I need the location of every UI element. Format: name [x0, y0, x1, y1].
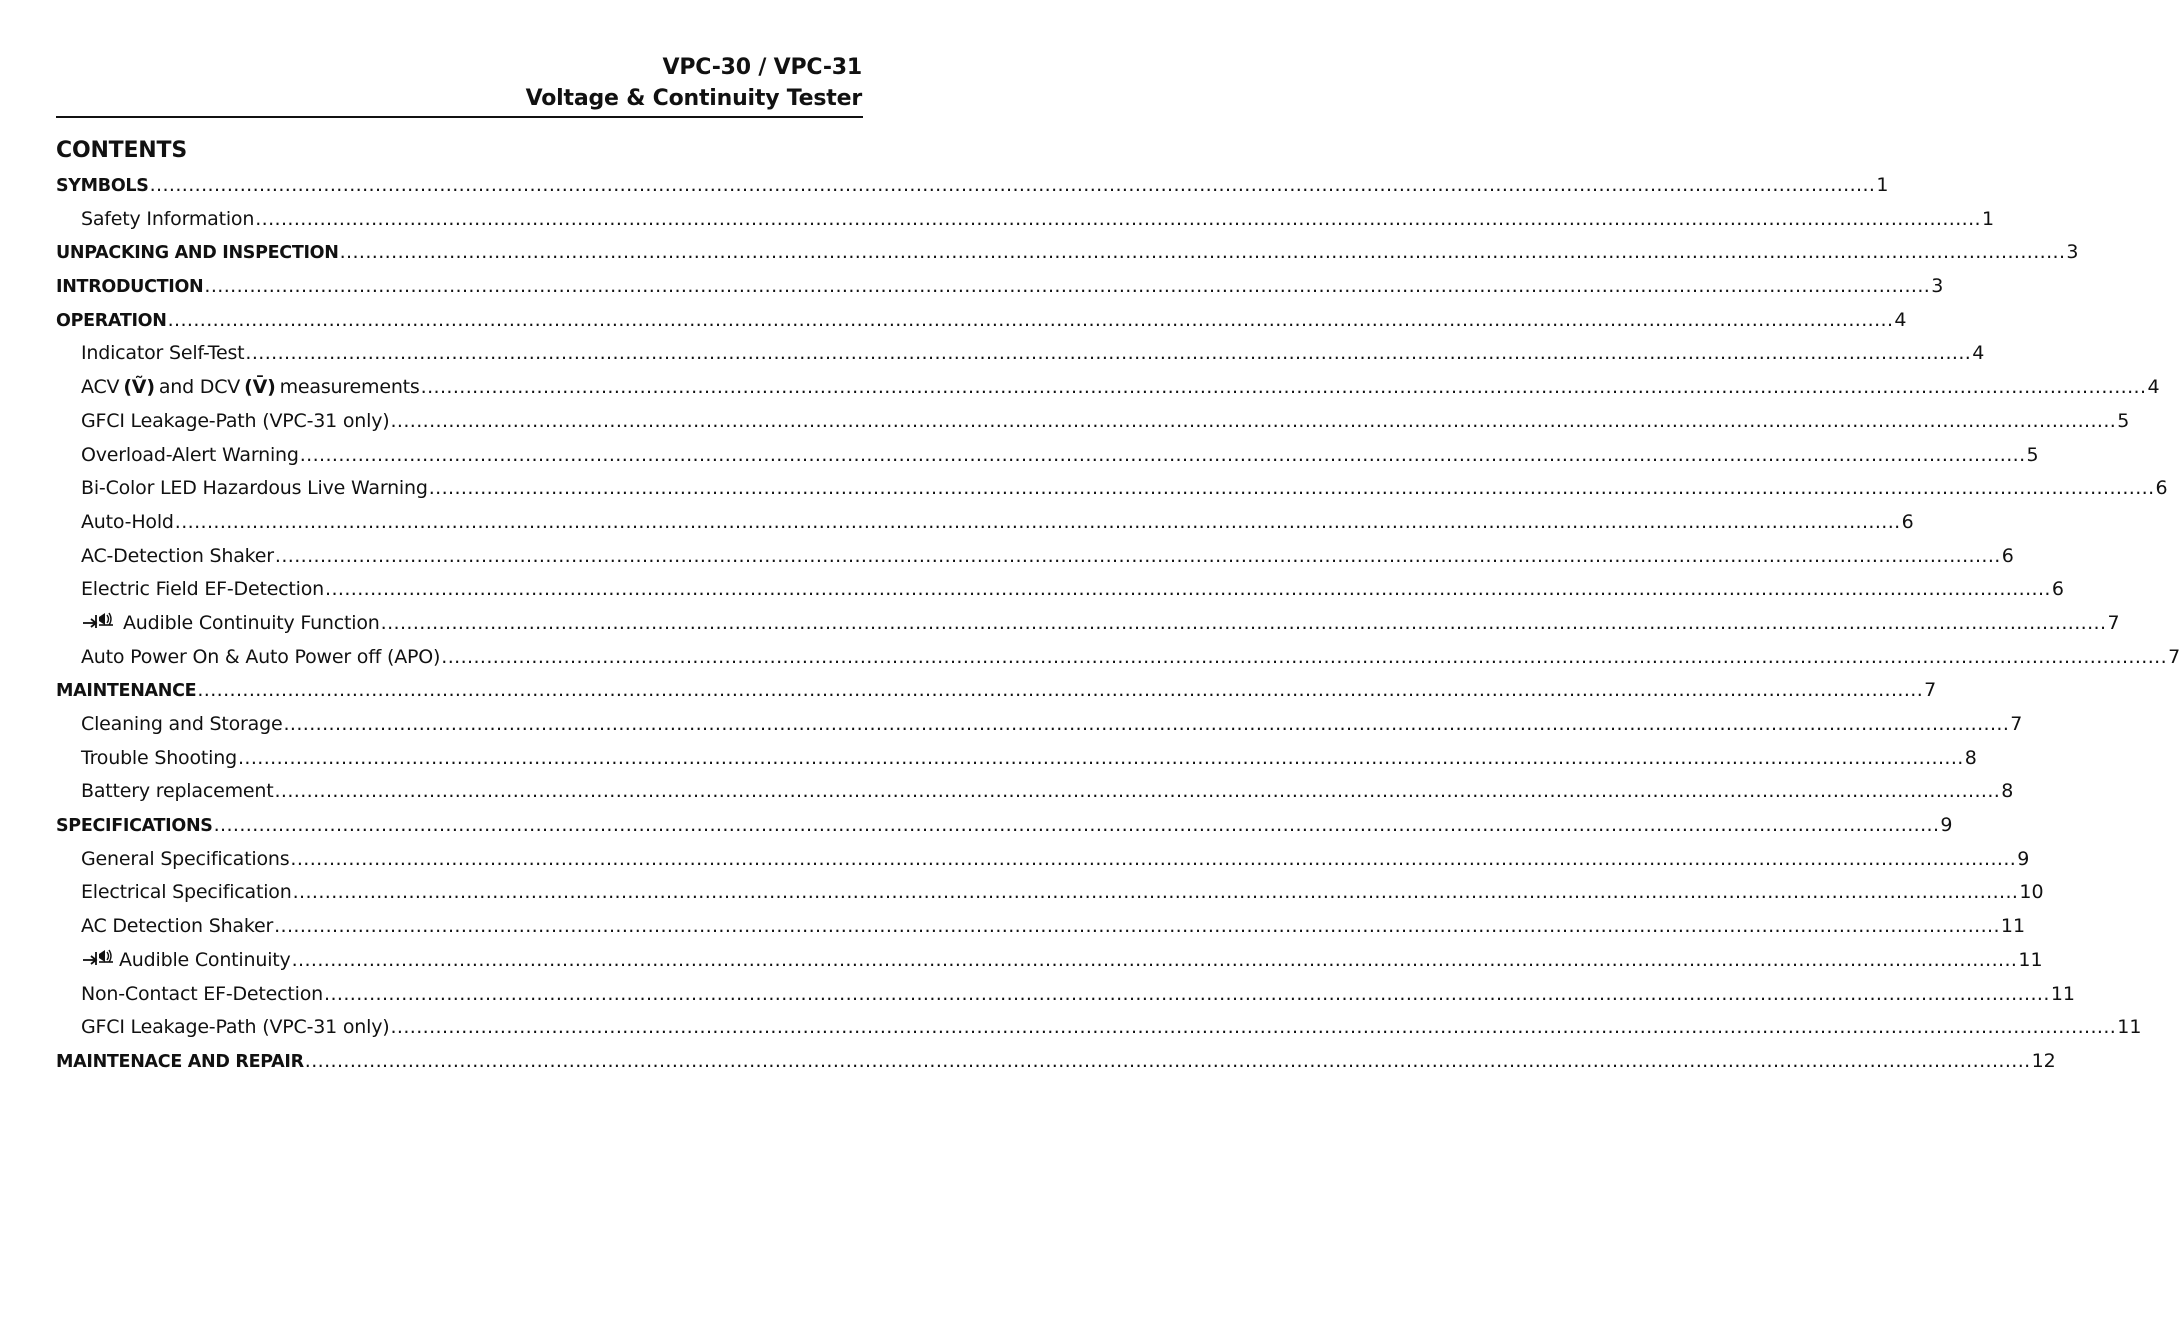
- dot-leader: ............................................................................................................................................................................................................................................................................: [245, 342, 1972, 365]
- toc-entry-label: Battery replacement: [81, 780, 274, 803]
- toc-page-number: 7: [2168, 645, 2180, 668]
- toc-entry-label: Non-Contact EF-Detection: [81, 982, 323, 1005]
- toc-page-number: 3: [1931, 275, 1944, 298]
- dot-leader: ............................................................................................................................................................................................................................................................................: [274, 915, 2000, 938]
- toc-entry-label: Trouble Shooting: [81, 746, 237, 769]
- toc-page-number: 4: [1894, 308, 1907, 331]
- toc-entry-cleaning-and-storage[interactable]: [56, 708, 2023, 742]
- dcv-label: and DCV: [158, 376, 241, 399]
- toc-page-number: 1: [1876, 174, 1889, 196]
- model-title: VPC-30 / VPC-31: [662, 55, 862, 80]
- toc-entry-introduction[interactable]: [56, 270, 1944, 304]
- toc-entry-trouble-shooting[interactable]: [56, 742, 1977, 776]
- toc-entry-unpacking-and-inspection[interactable]: [56, 236, 2079, 270]
- toc-entry-label: [81, 371, 420, 405]
- toc-entry-general-specifications[interactable]: [56, 843, 2030, 877]
- toc-entry-specifications[interactable]: [56, 809, 1953, 843]
- audible-continuity-label: Audible Continuity: [119, 948, 291, 971]
- toc-page-number: 11: [2000, 915, 2026, 938]
- dot-leader: ............................................................................................................................................................................................................................................................................: [274, 544, 2001, 567]
- toc-entry-acv-dcv-measurements[interactable]: [56, 371, 2160, 405]
- toc-entry-audible-continuity[interactable]: [56, 944, 2043, 978]
- toc-page-number: 3: [2066, 241, 2079, 264]
- toc-page-number: 5: [2117, 409, 2130, 432]
- dot-leader: ............................................................................................................................................................................................................................................................................: [213, 814, 1940, 837]
- toc-entry-operation[interactable]: [56, 304, 1907, 338]
- audible-continuity-function-label: Audible Continuity Function: [123, 611, 380, 634]
- toc-entry-safety-information[interactable]: [56, 203, 1995, 237]
- toc-page-number: 6: [2051, 578, 2064, 601]
- toc-page-number: 7: [1924, 679, 1937, 702]
- dot-leader: ............................................................................................................................................................................................................................................................................: [291, 948, 2018, 971]
- toc-entry-label: [81, 607, 380, 641]
- dot-leader: ............................................................................................................................................................................................................................................................................: [380, 611, 2107, 634]
- toc-entry-maintenace-and-repair[interactable]: [56, 1045, 2056, 1079]
- toc-page-number: 9: [1940, 814, 1953, 837]
- toc-entry-label: GFCI Leakage-Path (VPC-31 only): [81, 1016, 390, 1039]
- toc-entry-ac-detection-shaker-spec[interactable]: [56, 910, 2026, 944]
- dot-leader: ............................................................................................................................................................................................................................................................................: [299, 443, 2026, 466]
- toc-entry-overload-alert-warning[interactable]: [56, 439, 2039, 473]
- contents-heading: CONTENTS: [56, 138, 187, 163]
- toc-entry-electrical-specification[interactable]: [56, 876, 2044, 910]
- toc-page-number: 7: [2107, 611, 2120, 634]
- toc-entry-label: AC-Detection Shaker: [81, 544, 274, 567]
- dot-leader: ............................................................................................................................................................................................................................................................................: [290, 847, 2017, 870]
- toc-page-number: 1: [1982, 207, 1995, 230]
- acv-label: ACV: [81, 376, 120, 399]
- dot-leader: ............................................................................................................................................................................................................................................................................: [149, 174, 1876, 196]
- header-divider: [56, 116, 863, 118]
- toc-page-number: 5: [2026, 443, 2039, 466]
- product-title: Voltage & Continuity Tester: [525, 86, 862, 111]
- toc-entry-indicator-self-test[interactable]: [56, 337, 1985, 371]
- measurements-label: measurements: [279, 376, 420, 399]
- dot-leader: ............................................................................................................................................................................................................................................................................: [274, 780, 2001, 803]
- toc-entry-label: MAINTENACE AND REPAIR: [56, 1051, 304, 1072]
- toc-entry-label: Indicator Self-Test: [81, 342, 245, 365]
- document-header: [56, 52, 862, 114]
- dot-leader: ............................................................................................................................................................................................................................................................................: [390, 1016, 2117, 1039]
- toc-entry-gfci-leakage-path[interactable]: [56, 405, 2130, 439]
- toc-page-number: 4: [2147, 376, 2160, 399]
- toc-entry-label: General Specifications: [81, 847, 290, 870]
- continuity-icon: [81, 948, 115, 966]
- dc-voltage-symbol: (V̄): [244, 376, 276, 399]
- toc-page-number: 8: [2001, 780, 2014, 803]
- toc-entry-label: Electrical Specification: [81, 881, 292, 904]
- toc-entry-gfci-leakage-path-spec[interactable]: [56, 1011, 2142, 1045]
- dot-leader: ............................................................................................................................................................................................................................................................................: [325, 578, 2051, 601]
- toc-entry-label: Electric Field EF-Detection: [81, 578, 325, 601]
- continuity-icon: [81, 611, 115, 629]
- toc-entry-label: INTRODUCTION: [56, 277, 204, 298]
- toc-entry-label: Auto Power On & Auto Power off (APO): [81, 645, 441, 668]
- dot-leader: ............................................................................................................................................................................................................................................................................: [324, 982, 2050, 1005]
- dot-leader: ............................................................................................................................................................................................................................................................................: [441, 645, 2168, 668]
- toc-entry-label: [81, 944, 291, 978]
- toc-entry-label: Auto-Hold: [81, 510, 174, 533]
- toc-page-number: 12: [2031, 1049, 2056, 1072]
- dot-leader: ............................................................................................................................................................................................................................................................................: [283, 713, 2010, 735]
- dot-leader: ............................................................................................................................................................................................................................................................................: [420, 376, 2147, 399]
- toc-page-number: 6: [2155, 477, 2168, 500]
- dot-leader: ............................................................................................................................................................................................................................................................................: [204, 275, 1931, 298]
- dot-leader: ............................................................................................................................................................................................................................................................................: [255, 207, 1982, 230]
- dot-leader: ............................................................................................................................................................................................................................................................................: [237, 746, 1964, 769]
- ac-voltage-symbol: (Ṽ): [123, 376, 155, 399]
- toc-page-number: 11: [2050, 982, 2075, 1005]
- dot-leader: ............................................................................................................................................................................................................................................................................: [428, 477, 2155, 500]
- toc-entry-bi-color-led-warning[interactable]: [56, 472, 2168, 506]
- toc-entry-label: SPECIFICATIONS: [56, 816, 213, 837]
- toc-entry-label: Cleaning and Storage: [81, 713, 283, 735]
- toc-entry-label: Bi-Color LED Hazardous Live Warning: [81, 477, 428, 500]
- toc-page-number: 9: [2017, 847, 2030, 870]
- dot-leader: ............................................................................................................................................................................................................................................................................: [304, 1049, 2031, 1072]
- dot-leader: ............................................................................................................................................................................................................................................................................: [174, 510, 1901, 533]
- dot-leader: ............................................................................................................................................................................................................................................................................: [197, 679, 1924, 702]
- toc-page-number: 6: [2001, 544, 2014, 567]
- toc-entry-label: OPERATION: [56, 310, 167, 331]
- toc-entry-label: GFCI Leakage-Path (VPC-31 only): [81, 409, 390, 432]
- toc-page-number: 4: [1972, 342, 1985, 365]
- dot-leader: ............................................................................................................................................................................................................................................................................: [292, 881, 2019, 904]
- toc-page-number: 6: [1901, 510, 1914, 533]
- toc-entry-label: MAINTENANCE: [56, 681, 197, 702]
- dot-leader: ............................................................................................................................................................................................................................................................................: [339, 241, 2066, 264]
- toc-entry-auto-hold[interactable]: [56, 506, 1914, 540]
- toc-entry-label: Safety Information: [81, 207, 255, 230]
- toc-entry-non-contact-ef-detection[interactable]: [56, 978, 2075, 1012]
- dot-leader: ............................................................................................................................................................................................................................................................................: [167, 308, 1894, 331]
- toc-entry-battery-replacement[interactable]: [56, 775, 2014, 809]
- toc-entry-label: UNPACKING AND INSPECTION: [56, 243, 339, 264]
- toc-entry-audible-continuity-function[interactable]: [56, 607, 2120, 641]
- toc-page-number: 7: [2010, 713, 2023, 735]
- table-of-contents: [56, 169, 2180, 1079]
- toc-page-number: 11: [2117, 1016, 2142, 1039]
- toc-page-number: 8: [1964, 746, 1977, 769]
- toc-entry-label: Overload-Alert Warning: [81, 443, 299, 466]
- toc-entry-label: SYMBOLS: [56, 176, 149, 196]
- toc-entry-label: AC Detection Shaker: [81, 915, 274, 938]
- toc-entry-maintenance[interactable]: [56, 674, 1937, 708]
- toc-entry-electric-field-detection[interactable]: [56, 573, 2064, 607]
- toc-page-number: 10: [2019, 881, 2044, 904]
- toc-entry-ac-detection-shaker[interactable]: [56, 540, 2014, 574]
- toc-page-number: 11: [2018, 948, 2043, 971]
- toc-entry-auto-power-on-off[interactable]: [56, 641, 2180, 675]
- dot-leader: ............................................................................................................................................................................................................................................................................: [390, 409, 2117, 432]
- toc-entry-symbols[interactable]: [56, 169, 1889, 203]
